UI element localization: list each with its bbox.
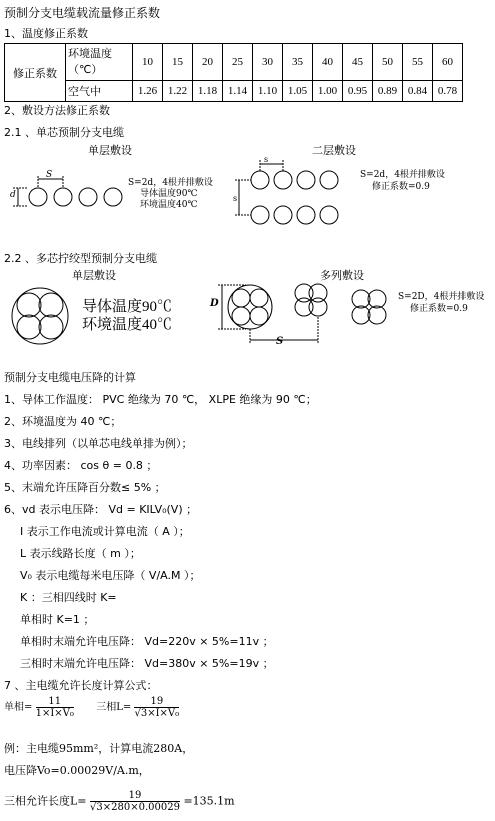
temp-cell: 15 <box>163 44 193 81</box>
row-label: 修正系数 <box>5 44 66 102</box>
voltage-item: 3、电线排列（以单芯电线单排为例）； <box>4 437 193 450</box>
voltage-item: K ：三相四线时 K= <box>20 591 117 604</box>
value-cell: 1.10 <box>253 81 283 102</box>
temp-note-line: 环境温度40℃ <box>82 317 173 333</box>
dim-S-label: S <box>276 336 284 347</box>
value-cell: 1.18 <box>193 81 223 102</box>
single-denominator: 1×Ⅰ×V₀ <box>35 708 74 719</box>
header-label: 环境温度（℃） <box>66 44 133 81</box>
result-denominator: √3×280×0.00029 <box>90 802 180 813</box>
value-cell: 1.14 <box>223 81 253 102</box>
temp-note-line: 导体温度90℃ <box>82 299 173 315</box>
value-cell: 0.84 <box>403 81 433 102</box>
multirow-note-line: S=2D，4根并排敷设 <box>398 292 485 302</box>
double-note-line: S=2d，4根并排敷设 <box>360 170 445 180</box>
section1-heading: 1、温度修正系数 <box>4 27 88 40</box>
three-numerator: 19 <box>134 696 179 708</box>
section2-heading: 2、敷设方法修正系数 <box>4 104 110 117</box>
cable-circle <box>54 188 72 206</box>
temp-cell: 25 <box>223 44 253 81</box>
multirow-note-line: 修正系数=0.9 <box>410 304 468 314</box>
voltage-item: 6、vd 表示电压降： Vd = KILV₀(V) ； <box>4 503 198 516</box>
value-cell: 0.95 <box>343 81 373 102</box>
voltage-item: I 表示工作电流或计算电流（ A ）； <box>20 525 190 538</box>
dim-d-label: d <box>10 190 16 200</box>
multicore-cable-large-diagram <box>10 286 70 346</box>
temp-cell: 55 <box>403 44 433 81</box>
example-line: 电压降Vo=0.00029V/A.m， <box>4 764 150 777</box>
cable-circle <box>104 188 122 206</box>
voltage-title: 预制分支电缆电压降的计算 <box>4 371 136 384</box>
multi-layer-label: 多列敷设 <box>320 269 364 282</box>
cable-circle <box>29 188 47 206</box>
small-s-label: s <box>233 194 238 203</box>
voltage-item: 7 、主电缆允许长度计算公式： <box>4 679 158 692</box>
double-note-line: 修正系数=0.9 <box>372 182 430 192</box>
three-denominator: √3×Ⅰ×V₀ <box>134 708 180 719</box>
temp-cell: 30 <box>253 44 283 81</box>
section2-2-heading: 2.2 、多芯拧绞型预制分支电缆 <box>4 252 157 265</box>
single-layer-label: 单层敷设 <box>72 269 116 282</box>
voltage-item: L 表示线路长度（ m ）； <box>20 547 141 560</box>
single-numerator: 11 <box>36 696 74 708</box>
value-cell: 0.89 <box>373 81 403 102</box>
voltage-item: 单相时末端允许电压降： Vd=220v × 5%=11v ； <box>20 635 274 648</box>
result-value: =135.1m <box>183 794 235 808</box>
voltage-item: 单相时 K=1 ； <box>20 613 95 626</box>
result-fraction <box>90 790 180 813</box>
temp-cell: 35 <box>283 44 313 81</box>
temp-cell: 10 <box>133 44 163 81</box>
example-line: 例：主电缆95mm²，计算电流280A， <box>4 742 194 755</box>
temp-cell: 20 <box>193 44 223 81</box>
temp-cell: 50 <box>373 44 403 81</box>
single-prefix: 单相= <box>4 702 33 713</box>
small-s-label: s <box>264 155 269 164</box>
value-cell: 1.00 <box>313 81 343 102</box>
single-layer-label: 单层敷设 <box>88 144 132 157</box>
dim-D-label: D <box>210 298 219 309</box>
temperature-correction-table <box>4 43 463 102</box>
multicore-multi-row-diagram <box>208 283 403 349</box>
value-cell: 1.26 <box>133 81 163 102</box>
single-note-line: 导体温度90℃ <box>140 189 198 199</box>
value-cell: 1.22 <box>163 81 193 102</box>
double-layer-label: 二层敷设 <box>312 144 356 157</box>
single-core-double-layer-diagram <box>232 158 337 230</box>
single-phase-formula <box>4 696 179 719</box>
sub-label: 空气中 <box>66 81 133 102</box>
cable-circle <box>79 188 97 206</box>
three-prefix: 三相L= <box>96 702 132 713</box>
value-cell: 1.05 <box>283 81 313 102</box>
temp-cell: 40 <box>313 44 343 81</box>
result-prefix: 三相允许长度L= <box>4 794 87 808</box>
dim-s-label: S <box>46 170 53 180</box>
voltage-item: 4、功率因素： cos θ = 0.8 ； <box>4 459 158 472</box>
single-fraction <box>36 696 74 719</box>
voltage-item: 1、导体工作温度： PVC 绝缘为 70 ℃， XLPE 绝缘为 90 ℃； <box>4 393 317 406</box>
voltage-item: 2、环境温度为 40 ℃； <box>4 415 122 428</box>
value-cell: 0.78 <box>433 81 463 102</box>
voltage-item: 5、末端允许压降百分数≤ 5% ； <box>4 481 166 494</box>
temp-cell: 45 <box>343 44 373 81</box>
single-note-line: 环境温度40℃ <box>140 200 198 210</box>
single-core-single-layer-diagram <box>10 170 125 215</box>
section2-1-heading: 2.1 、单芯预制分支电缆 <box>4 126 124 139</box>
voltage-item: 三相时末端允许电压降： Vd=380v × 5%=19v ； <box>20 657 274 670</box>
temp-cell: 60 <box>433 44 463 81</box>
three-fraction <box>134 696 179 719</box>
result-numerator: 19 <box>90 790 180 802</box>
result-formula <box>4 790 235 813</box>
voltage-item: V₀ 表示电缆每米电压降（ V/A.M ）； <box>20 569 201 582</box>
single-note-line: S=2d，4根并排敷设 <box>128 178 213 188</box>
page-title: 预制分支电缆载流量修正系数 <box>4 6 161 20</box>
